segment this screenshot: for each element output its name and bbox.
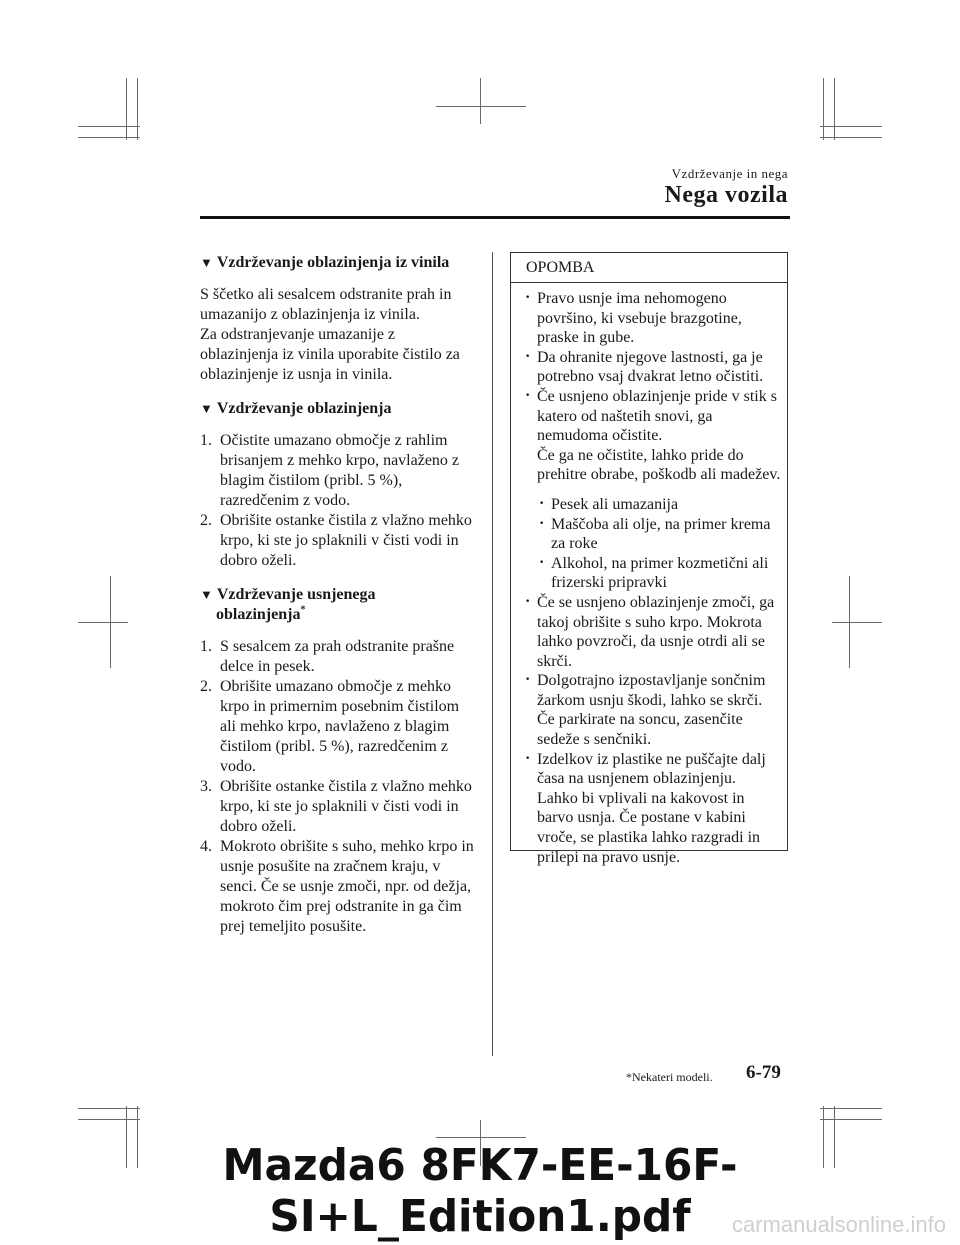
step-list xyxy=(200,637,478,937)
section-heading: ▼ Vzdrževanje oblazinjenja xyxy=(200,400,392,417)
crop-mark xyxy=(78,126,140,127)
note-subbullet: · Maščoba ali olje, na primer krema za roke xyxy=(523,515,785,554)
crop-mark xyxy=(820,137,882,138)
crop-mark xyxy=(78,622,128,623)
crop-mark xyxy=(820,1108,882,1109)
note-title: OPOMBA xyxy=(511,253,787,283)
crop-mark xyxy=(78,1119,140,1120)
watermark: carmanualsonline.info xyxy=(731,1212,946,1237)
note-bullet: · Dolgotrajno izpostavljanje sončnim žarkom usnju škodi, lahko se skrči. Če parkirate na soncu, zasenčite sedeže s senčniki. xyxy=(523,671,785,749)
crop-mark xyxy=(126,78,127,140)
section-heading: ▼ Vzdrževanje oblazinjenja iz vinila xyxy=(200,254,450,271)
note-bullet: · Če usnjeno oblazinjenje pride v stik s katero od naštetih snovi, ga nemudoma očistite. Če ga ne očistite, lahko pride do prehitre obrabe, poškodb ali madežev. xyxy=(523,387,785,485)
list-item: 3. Obrišite ostanke čistila z vlažno mehko krpo, ki ste jo splaknili v čisti vodi in dobro oželi. xyxy=(200,778,472,835)
crop-mark xyxy=(436,1137,526,1138)
list-item: 4. Mokroto obrišite s suho, mehko krpo in usnje posušite na zračnem kraju, v senci. Če se usnje zmoči, npr. od dežja, mokroto čim prej odstranite in ga čim prej temeljito posušite. xyxy=(200,838,474,935)
section-label: Vzdrževanje in nega xyxy=(671,166,788,181)
note-subbullet: · Pesek ali umazanija xyxy=(523,495,785,515)
list-item: 2. Obrišite ostanke čistila z vlažno mehko krpo, ki ste jo splaknili v čisti vodi in dobro oželi. xyxy=(200,512,472,569)
crop-mark xyxy=(820,126,882,127)
triangle-icon: ▼ xyxy=(200,401,213,416)
note-bullet: · Da ohranite njegove lastnosti, ga je potrebno vsaj dvakrat letno očistiti. xyxy=(523,348,785,387)
list-item: 2. Obrišite umazano območje z mehko krpo in primernim posebnim čistilom ali mehko krpo, navlaženo z blagim čistilom (pribl. 5 %), razredčenim z vodo. xyxy=(200,678,460,775)
crop-mark xyxy=(78,137,140,138)
paragraph: S ščetko ali sesalcem odstranite prah in umazanijo z oblazinjenja iz vinila. Za odstranjevanje umazanije z oblazinjenja iz vinila uporabite čistilo za oblazinjenje iz usnja in vinila. xyxy=(200,286,460,383)
note-bullet: · Izdelkov iz plastike ne puščajte dalj časa na usnjenem oblazinjenju. Lahko bi vplivali na kakovost in barvo usnja. Če postane v kabini vroče, se plastika lahko razgradi in prilepi na pravo usnje. xyxy=(523,750,785,868)
page-number: 6-79 xyxy=(746,1062,781,1083)
triangle-icon: ▼ xyxy=(200,587,213,602)
list-item: 1. Očistite umazano območje z rahlim brisanjem z mehko krpo, navlaženo z blagim čistilom (pribl. 5 %), razredčenim z vodo. xyxy=(200,432,460,509)
note-bullet: · Pravo usnje ima nehomogeno površino, ki vsebuje brazgotine, praske in gube. xyxy=(523,289,785,348)
crop-mark xyxy=(480,78,481,124)
note-box xyxy=(510,252,788,866)
footnote-mark: * xyxy=(300,604,306,616)
document-banner: Mazda6 8FK7-EE-16F-SI+L_Edition1.pdf xyxy=(222,1140,738,1242)
note-subbullet: · Alkohol, na primer kozmetični ali frizerski pripravki xyxy=(523,554,785,593)
step-list xyxy=(200,431,478,571)
crop-mark xyxy=(78,1108,140,1109)
left-column xyxy=(200,253,478,937)
crop-mark xyxy=(834,78,835,140)
crop-mark xyxy=(137,78,138,140)
crop-mark xyxy=(823,78,824,140)
note-bullet: · Če se usnjeno oblazinjenje zmoči, ga takoj obrišite s suho krpo. Mokrota lahko povzroči, da usnje otrdi ali se skrči. xyxy=(523,593,785,671)
crop-mark xyxy=(436,106,526,107)
list-item: 1. S sesalcem za prah odstranite prašne delce in pesek. xyxy=(200,638,455,675)
crop-mark xyxy=(832,622,882,623)
triangle-icon: ▼ xyxy=(200,255,213,270)
crop-mark xyxy=(820,1119,882,1120)
section-heading: ▼ Vzdrževanje usnjenega oblazinjenja* xyxy=(200,586,376,623)
note-body xyxy=(523,289,785,867)
page-title: Nega vozila xyxy=(664,182,788,208)
footnote: *Nekateri modeli. xyxy=(626,1070,713,1084)
column-divider xyxy=(492,252,493,1056)
header-rule xyxy=(200,216,790,219)
